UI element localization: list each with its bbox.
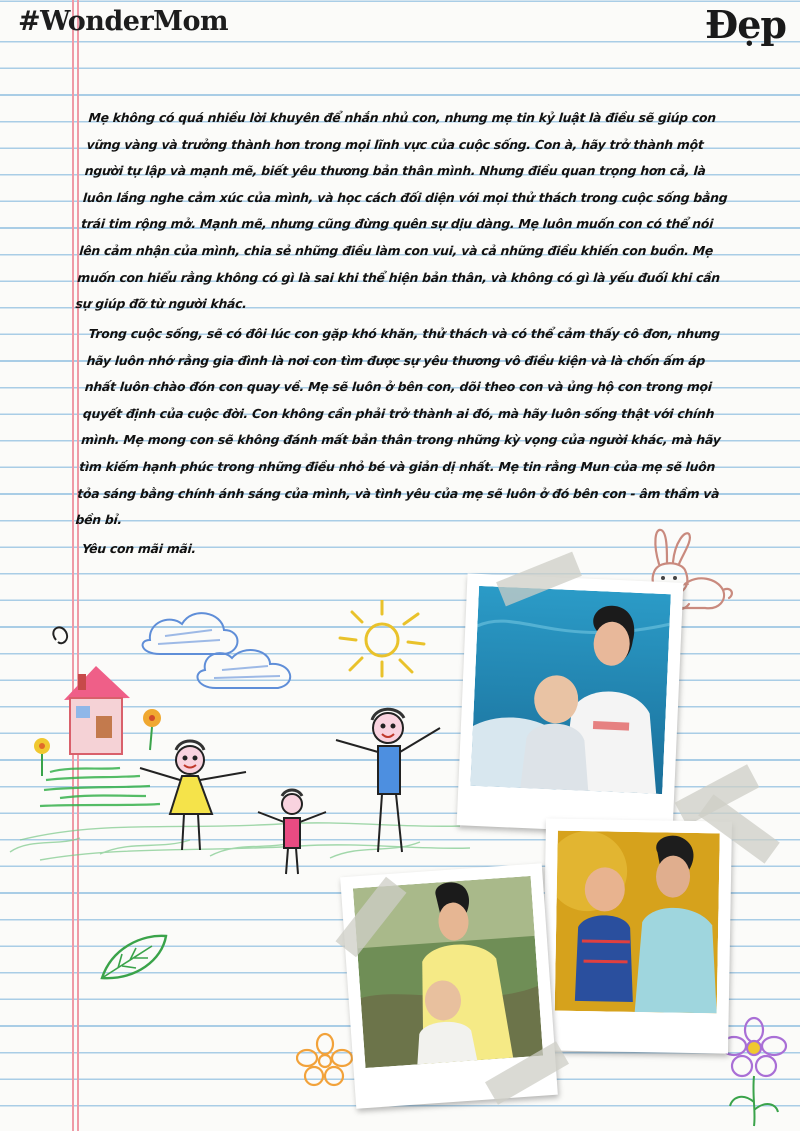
cloud-icon — [143, 613, 238, 654]
letter-paragraph-1: Mẹ không có quá nhiều lời khuyên để nhắn nhủ con, nhưng mẹ tin kỷ luật là điều sẽ giúp con vững vàng và trưởng thành hơn trong mọi lĩnh vực của cuộc sống. Con à, hãy trở thành một người tự lập và mạnh mẽ, biết yêu thương bản thân mình. Nhưng điều quan trọng hơn cả, là luôn lắng nghe cảm xúc của mình, và học cách đối diện với mọi thử thách trong cuộc sống bằng trái tim rộng mở. Mạnh mẽ, nhưng cũng đừng quên sự dịu dàng. Mẹ luôn muốn con có thể nói lên cảm nhận của mình, chia sẻ những điều làm con vui, và cả những điều khiến con buồn. Mẹ muốn con hiểu rằng không có gì là sai khi thể hiện bản thân, và không có gì là yếu đuối khi cần sự giúp đỡ từ người khác. — [75, 110, 728, 312]
margin-line — [72, 0, 74, 1131]
house-icon — [64, 666, 130, 754]
flower-icon — [34, 738, 50, 776]
brand-logo: Đẹp — [705, 2, 786, 47]
mother-figure — [140, 741, 246, 850]
sun-icon — [340, 600, 424, 676]
letter-signoff: Yêu con mãi mãi. — [81, 541, 197, 556]
polaroid-photo — [542, 818, 732, 1053]
leaf-doodle-icon — [92, 928, 172, 988]
cloud-icon — [197, 650, 290, 688]
hashtag-title: #WonderMom — [18, 6, 229, 37]
polaroid-photo — [457, 573, 684, 834]
family-crayon-drawing — [0, 600, 470, 900]
flower-icon — [143, 709, 161, 750]
letter-paragraph-2: Trong cuộc sống, sẽ có đôi lúc con gặp khó khăn, thử thách và có thể cảm thấy cô đơn, nhưng hãy luôn nhớ rằng gia đình là nơi con tìm được sự yêu thương vô điều kiện và là chốn ấm áp nhất luôn chào đón con quay về. Mẹ sẽ luôn ở bên con, dõi theo con và ủng hộ con trong mọi quyết định của cuộc đời. Con không cần phải trở thành ai đó, mà hãy luôn sống thật với chính mình. Mẹ mong con sẽ không đánh mất bản thân trong những kỳ vọng của người khác, mà hãy tìm kiếm hạnh phúc trong những điều nhỏ bé và giản dị nhất. Mẹ tin rằng Mun của mẹ sẽ luôn tỏa sáng bằng chính ánh sáng của mình, và tình yêu của mẹ sẽ luôn ở đó bên con - âm thầm và bền bỉ. — [75, 326, 722, 528]
margin-line — [77, 0, 79, 1131]
flower-doodle-icon — [718, 1016, 790, 1128]
flower-doodle-icon — [296, 1032, 354, 1088]
photo-image — [555, 831, 720, 1014]
father-figure — [336, 709, 440, 852]
child-figure — [258, 790, 326, 874]
photo-image — [470, 586, 671, 794]
